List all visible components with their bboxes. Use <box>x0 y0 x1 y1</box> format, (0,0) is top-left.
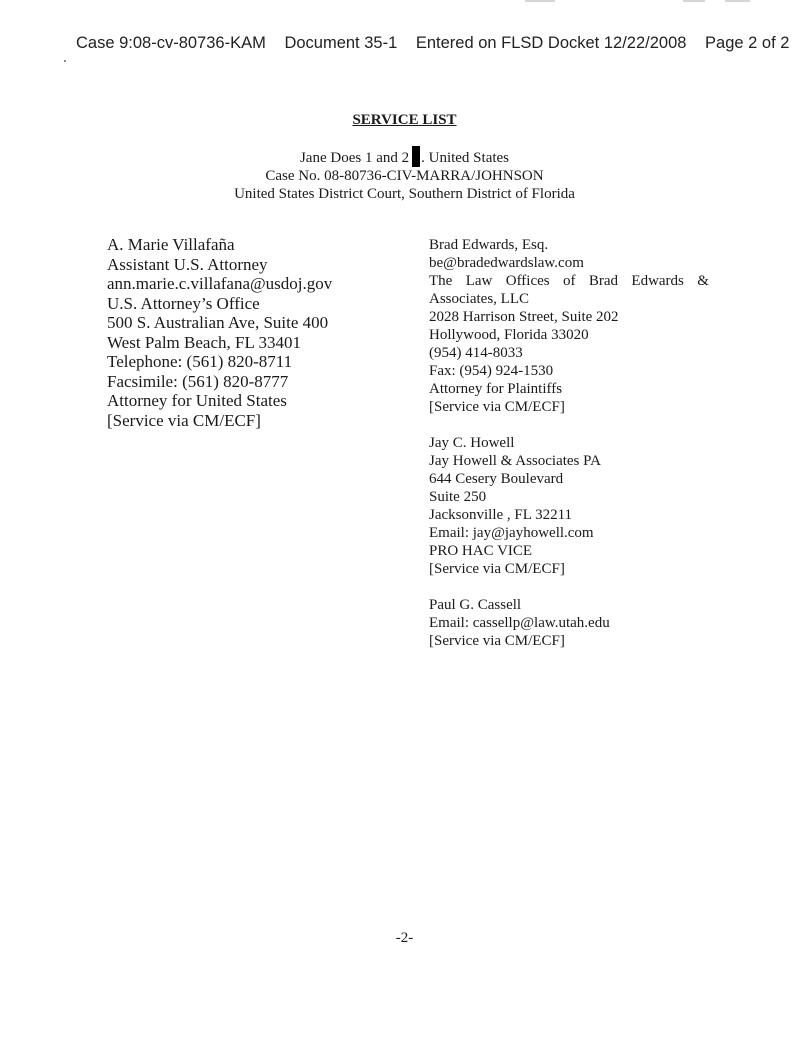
contact-block-cassell <box>429 596 709 650</box>
caption-court: United States District Court, Southern District of Florida <box>234 186 575 202</box>
contact-name: A. Marie Villafaña <box>107 235 235 254</box>
firm-word: Law <box>465 273 493 289</box>
contact-service: [Service via CM/ECF] <box>429 399 565 415</box>
contact-firm-continued: Associates, LLC <box>429 291 529 307</box>
firm-word: The <box>429 273 453 289</box>
scan-artifact <box>525 0 555 2</box>
contact-service: [Service via CM/ECF] <box>107 410 261 430</box>
contact-title: Assistant U.S. Attorney <box>107 254 268 274</box>
contact-email: ann.marie.c.villafana@usdoj.gov <box>107 274 333 293</box>
firm-word: Edwards <box>631 273 684 289</box>
service-contact-left <box>107 235 332 430</box>
contact-block-howell <box>429 434 709 578</box>
page-title: SERVICE LIST <box>352 112 457 128</box>
contact-city: Jacksonville , FL 32211 <box>429 507 573 523</box>
contact-email: Email: jay@jayhowell.com <box>429 525 594 541</box>
contact-email: be@bradedwardslaw.com <box>429 255 584 271</box>
scan-artifact <box>683 0 705 2</box>
contact-name: Brad Edwards, Esq. <box>429 237 549 253</box>
caption-parties-defendant: . United States <box>421 150 510 166</box>
caption-parties-plaintiffs: Jane Does 1 and 2 <box>299 150 410 166</box>
page-number: -2- <box>395 930 414 946</box>
contact-name: Paul G. Cassell <box>429 597 522 613</box>
contact-suite: Suite 250 <box>429 489 487 505</box>
contact-block-edwards <box>429 236 709 416</box>
contact-service: [Service via CM/ECF] <box>429 633 565 649</box>
scan-speck <box>64 60 66 62</box>
document-number: Document 35-1 <box>284 34 398 52</box>
contact-fax: Fax: (954) 924-1530 <box>429 363 554 379</box>
docket-header <box>76 34 796 53</box>
case-number-header: Case 9:08-cv-80736-KAM <box>76 34 266 52</box>
firm-word: Offices <box>505 273 550 289</box>
contact-telephone: Telephone: (561) 820-8711 <box>107 352 293 371</box>
contact-firm: Jay Howell & Associates PA <box>429 453 601 469</box>
firm-word: Brad <box>588 273 619 289</box>
contact-role: Attorney for Plaintiffs <box>429 381 563 397</box>
firm-word: & <box>697 273 709 289</box>
contact-email: Email: cassellp@law.utah.edu <box>429 615 610 631</box>
contact-street: 2028 Harrison Street, Suite 202 <box>429 309 619 325</box>
contact-street: 500 S. Australian Ave, Suite 400 <box>107 313 329 332</box>
contact-service: [Service via CM/ECF] <box>429 561 565 577</box>
service-contacts-right <box>429 236 709 668</box>
firm-word: of <box>562 273 576 289</box>
docket-entry-date: Entered on FLSD Docket 12/22/2008 <box>415 34 687 52</box>
contact-street: 644 Cesery Boulevard <box>429 471 564 487</box>
contact-role: Attorney for United States <box>107 391 287 410</box>
contact-city: Hollywood, Florida 33020 <box>429 327 589 343</box>
contact-city: West Palm Beach, FL 33401 <box>107 332 301 352</box>
contact-name: Jay C. Howell <box>429 435 515 451</box>
contact-facsimile: Facsimile: (561) 820-8777 <box>107 371 289 391</box>
caption-case-number: Case No. 08-80736-CIV-MARRA/JOHNSON <box>265 168 544 184</box>
case-caption <box>0 146 809 203</box>
contact-office: U.S. Attorney’s Office <box>107 293 260 313</box>
contact-phone: (954) 414-8033 <box>429 345 523 361</box>
caption-parties <box>0 146 809 167</box>
contact-firm <box>429 272 709 290</box>
scan-artifact <box>725 0 750 2</box>
page-count: Page 2 of 2 <box>705 34 790 52</box>
contact-note: PRO HAC VICE <box>429 543 533 559</box>
redaction-bar <box>412 146 420 167</box>
